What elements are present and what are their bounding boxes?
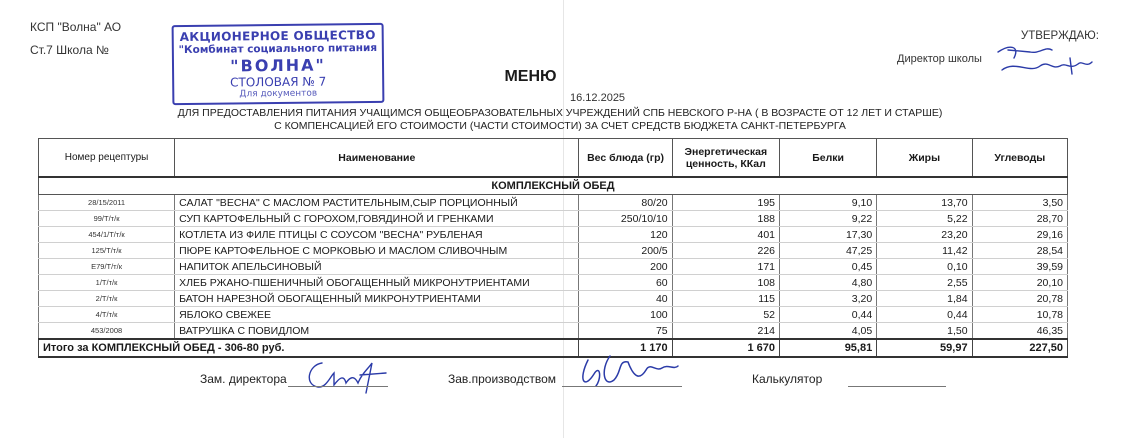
table-row (39, 195, 1068, 211)
header-name: Наименование (175, 139, 579, 178)
calculator-signature-line (848, 386, 946, 387)
dish-protein: 9,22 (780, 211, 877, 227)
total-label: Итого за КОМПЛЕКСНЫЙ ОБЕД - 306-80 руб. (39, 339, 579, 357)
production-head-label: Зав.производством (448, 372, 556, 386)
deputy-director-label: Зам. директора (200, 372, 287, 386)
dish-carbs: 46,35 (972, 323, 1067, 340)
total-row (39, 339, 1068, 357)
section-row (39, 177, 1068, 195)
dish-carbs: 28,54 (972, 243, 1067, 259)
company-stamp (172, 23, 385, 105)
dish-name: ХЛЕБ РЖАНО-ПШЕНИЧНЫЙ ОБОГАЩЕННЫЙ МИКРОНУТРИЕНТАМИ (175, 275, 579, 291)
dish-energy: 108 (672, 275, 779, 291)
stamp-line-2: "Комбинат социального питания (178, 41, 378, 57)
header-protein: Белки (780, 139, 877, 178)
dish-weight: 100 (579, 307, 672, 323)
total-fat: 59,97 (877, 339, 972, 357)
menu-table (38, 138, 1068, 358)
dish-carbs: 3,50 (972, 195, 1067, 211)
dish-fat: 2,55 (877, 275, 972, 291)
dish-energy: 171 (672, 259, 779, 275)
calculator-label: Калькулятор (752, 372, 823, 386)
dish-carbs: 28,70 (972, 211, 1067, 227)
recipe-code: 454/1/Т/т/к (39, 227, 175, 243)
menu-subtitle (140, 107, 980, 133)
dish-name: ЯБЛОКО СВЕЖЕЕ (175, 307, 579, 323)
stamp-line-4: СТОЛОВАЯ № 7 (230, 74, 327, 90)
dish-fat: 23,20 (877, 227, 972, 243)
dish-fat: 1,50 (877, 323, 972, 340)
table-header-row (39, 139, 1068, 178)
organization-name: КСП "Волна" АО (30, 20, 122, 34)
dish-energy: 188 (672, 211, 779, 227)
menu-date: 16.12.2025 (570, 92, 626, 104)
dish-carbs: 39,59 (972, 259, 1067, 275)
dish-weight: 40 (579, 291, 672, 307)
total-weight: 1 170 (579, 339, 672, 357)
header-carbs: Углеводы (972, 139, 1067, 178)
table-row (39, 323, 1068, 340)
table-row (39, 211, 1068, 227)
dish-energy: 401 (672, 227, 779, 243)
dish-energy: 52 (672, 307, 779, 323)
deputy-signature (300, 355, 390, 395)
dish-carbs: 20,78 (972, 291, 1067, 307)
stamp-line-5: Для документов (239, 88, 318, 100)
menu-rows (39, 195, 1068, 340)
dish-energy: 214 (672, 323, 779, 340)
director-label: Директор школы (897, 53, 982, 65)
dish-name: САЛАТ "ВЕСНА" С МАСЛОМ РАСТИТЕЛЬНЫМ,СЫР ПОРЦИОННЫЙ (175, 195, 579, 211)
recipe-code: 4/Т/т/к (39, 307, 175, 323)
dish-weight: 200 (579, 259, 672, 275)
dish-name: БАТОН НАРЕЗНОЙ ОБОГАЩЕННЫЙ МИКРОНУТРИЕНТАМИ (175, 291, 579, 307)
recipe-code: Е79/Т/т/к (39, 259, 175, 275)
dish-energy: 226 (672, 243, 779, 259)
dish-energy: 195 (672, 195, 779, 211)
recipe-code: 28/15/2011 (39, 195, 175, 211)
recipe-code: 99/Т/т/к (39, 211, 175, 227)
dish-carbs: 20,10 (972, 275, 1067, 291)
dish-fat: 11,42 (877, 243, 972, 259)
table-row (39, 227, 1068, 243)
dish-name: ВАТРУШКА С ПОВИДЛОМ (175, 323, 579, 340)
total-protein: 95,81 (780, 339, 877, 357)
dish-name: ПЮРЕ КАРТОФЕЛЬНОЕ С МОРКОВЬЮ И МАСЛОМ СЛИВОЧНЫМ (175, 243, 579, 259)
dish-protein: 3,20 (780, 291, 877, 307)
dish-fat: 5,22 (877, 211, 972, 227)
recipe-code: 2/Т/т/к (39, 291, 175, 307)
dish-weight: 200/5 (579, 243, 672, 259)
dish-name: СУП КАРТОФЕЛЬНЫЙ С ГОРОХОМ,ГОВЯДИНОЙ И ГРЕНКАМИ (175, 211, 579, 227)
dish-name: НАПИТОК АПЕЛЬСИНОВЫЙ (175, 259, 579, 275)
dish-weight: 80/20 (579, 195, 672, 211)
deputy-signature-line (288, 386, 388, 387)
dish-fat: 1,84 (877, 291, 972, 307)
table-row (39, 307, 1068, 323)
dish-protein: 9,10 (780, 195, 877, 211)
subtitle-line-2: С КОМПЕНСАЦИЕЙ ЕГО СТОИМОСТИ (ЧАСТИ СТОИМОСТИ) ЗА СЧЕТ СРЕДСТВ БЮДЖЕТА САНКТ-ПЕТЕРБУРГА (274, 120, 846, 132)
recipe-code: 453/2008 (39, 323, 175, 340)
section-title: КОМПЛЕКСНЫЙ ОБЕД (39, 177, 1068, 195)
header-recipe-number: Номер рецептуры (39, 139, 175, 178)
dish-energy: 115 (672, 291, 779, 307)
dish-fat: 0,10 (877, 259, 972, 275)
dish-weight: 75 (579, 323, 672, 340)
total-energy: 1 670 (672, 339, 779, 357)
menu-title: МЕНЮ (504, 68, 557, 85)
dish-carbs: 10,78 (972, 307, 1067, 323)
dish-fat: 13,70 (877, 195, 972, 211)
total-carbs: 227,50 (972, 339, 1067, 357)
dish-name: КОТЛЕТА ИЗ ФИЛЕ ПТИЦЫ С СОУСОМ "ВЕСНА" РУБЛЕНАЯ (175, 227, 579, 243)
production-signature-line (562, 386, 682, 387)
production-signature (570, 350, 680, 395)
recipe-code: 1/Т/т/к (39, 275, 175, 291)
header-fat: Жиры (877, 139, 972, 178)
table-row (39, 259, 1068, 275)
dish-protein: 0,45 (780, 259, 877, 275)
approval-label: УТВЕРЖДАЮ: (1020, 30, 1099, 42)
table-row (39, 243, 1068, 259)
dish-protein: 4,80 (780, 275, 877, 291)
dish-weight: 250/10/10 (579, 211, 672, 227)
dish-weight: 60 (579, 275, 672, 291)
stamp-line-3: "ВОЛНА" (230, 55, 326, 76)
header-weight: Вес блюда (гр) (579, 139, 672, 178)
dish-carbs: 29,16 (972, 227, 1067, 243)
table-row (39, 275, 1068, 291)
recipe-code: 125/Т/т/к (39, 243, 175, 259)
school-number: Ст.7 Школа № (30, 43, 109, 57)
dish-weight: 120 (579, 227, 672, 243)
table-row (39, 291, 1068, 307)
dish-fat: 0,44 (877, 307, 972, 323)
dish-protein: 0,44 (780, 307, 877, 323)
dish-protein: 4,05 (780, 323, 877, 340)
dish-protein: 47,25 (780, 243, 877, 259)
subtitle-line-1: ДЛЯ ПРЕДОСТАВЛЕНИЯ ПИТАНИЯ УЧАЩИМСЯ ОБЩЕОБРАЗОВАТЕЛЬНЫХ УЧРЕЖДЕНИЙ СПБ НЕВСКОГО Р-НА ( В ВОЗРАСТЕ ОТ 12 ЛЕТ И СТАРШЕ) (177, 107, 943, 119)
stamp-line-1: АКЦИОНЕРНОЕ ОБЩЕСТВО (179, 27, 376, 45)
header-energy: Энергетическая ценность, ККал (672, 139, 779, 178)
dish-protein: 17,30 (780, 227, 877, 243)
